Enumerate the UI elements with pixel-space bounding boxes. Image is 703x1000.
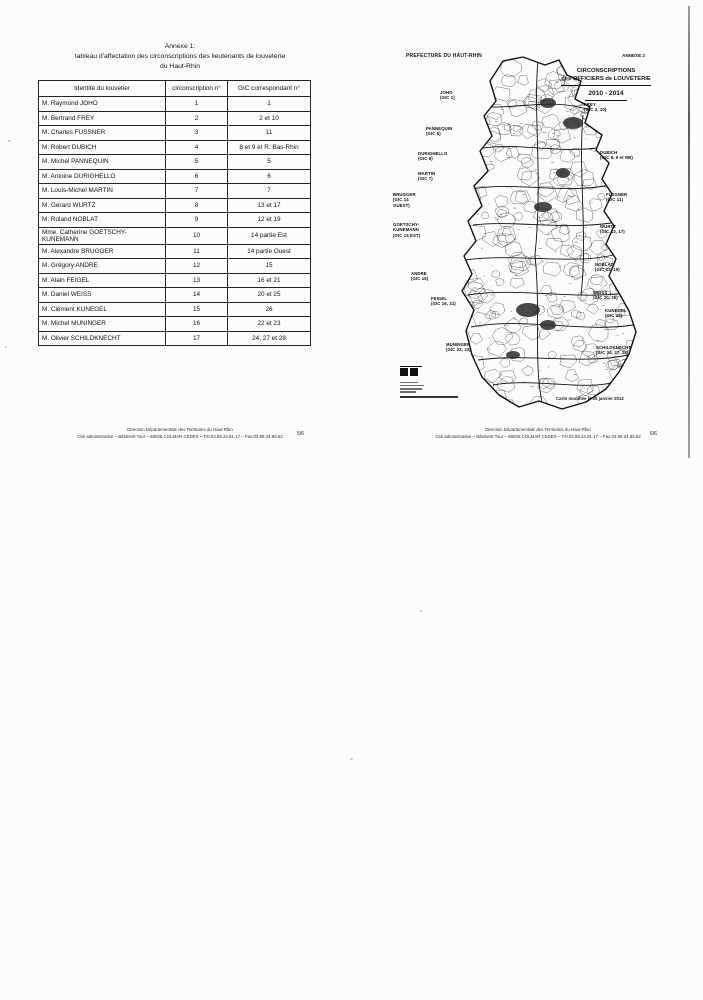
- cell-gic: 24, 27 et 28: [228, 331, 311, 346]
- table-header-row: [39, 81, 311, 97]
- table-row: [39, 198, 311, 213]
- prefecture-heading: PREFECTURE DU HAUT-RHIN: [406, 53, 482, 59]
- cell-circonscription: 7: [166, 184, 228, 199]
- map-label-muninger: MUNINGER (GIC 22, 23): [446, 342, 471, 353]
- map-label-durighello: DURIGHELLO (GIC 6): [418, 151, 448, 162]
- cell-circonscription: 5: [166, 155, 228, 170]
- map-title-line-2: des OFFICIERS de LOUVETERIE: [561, 76, 651, 86]
- cell-name: M. Olivier SCHILDKNECHT: [39, 331, 166, 346]
- map-label-brugger: BRUGGER (GIC 14 OUEST): [393, 192, 416, 208]
- cell-gic: 14 partie Est: [228, 227, 311, 244]
- table-row: [39, 244, 311, 259]
- source-line: [400, 396, 458, 398]
- cell-name: M. Alexandre BRUGGER: [39, 244, 166, 259]
- table-row: [39, 317, 311, 332]
- footer-line-2: Cité administrative – Bâtiment Tour – 68026 COLMAR CEDEX – Tél.03.89.24.81.17 – Fax.03.89.24.85.62: [435, 433, 641, 439]
- table-row: [39, 97, 311, 112]
- table-row: [39, 169, 311, 184]
- document-title: [20, 42, 340, 72]
- map-label-kunegel: KUNEGEL (GIC 26): [605, 308, 627, 319]
- cell-circonscription: 12: [166, 259, 228, 274]
- cell-name: M. Bertrand FREY: [39, 111, 166, 126]
- table-row: [39, 227, 311, 244]
- cell-gic: 14 partie Ouest: [228, 244, 311, 259]
- table-row: [39, 184, 311, 199]
- louvetiers-table: [38, 80, 311, 346]
- table-row: [39, 213, 311, 228]
- map-label-noblat: NOBLAT (GIC 12, 19): [595, 262, 620, 273]
- title-line-2: tableau d'affectation des circonscriptions des lieutenants de louveterie: [74, 52, 286, 60]
- table-row: [39, 140, 311, 155]
- table-row: [39, 111, 311, 126]
- table-row: [39, 302, 311, 317]
- map-label-andre: ANDRE (GIC 15): [411, 271, 429, 282]
- cell-gic: 2 et 10: [228, 111, 311, 126]
- scan-edge-line: [688, 6, 690, 458]
- cell-circonscription: 1: [166, 97, 228, 112]
- page-annexe-2: [388, 0, 688, 460]
- scan-speck: [420, 610, 422, 612]
- annexe-2-heading: ANNEXE 2: [622, 53, 645, 58]
- footer-line-1: Direction Départementale des Territoires du Haut-Rhin: [127, 427, 233, 432]
- cell-name: M. Michel MUNINGER: [39, 317, 166, 332]
- map-label-schildknecht: SCHILDKNECHT (GIC 24, 27, 28): [596, 345, 632, 356]
- page-number: 5/6: [297, 431, 304, 437]
- map-label-pannequin: PANNEQUIN (GIC 5): [426, 126, 453, 137]
- cell-name: M. Alain FEIGEL: [39, 273, 166, 288]
- map-label-feigel: FEIGEL (GIC 16, 21): [431, 296, 456, 307]
- table-row: [39, 126, 311, 141]
- cell-name: M. Antoine DURIGHELLO: [39, 169, 166, 184]
- cell-name: M. Gérard WURTZ: [39, 198, 166, 213]
- cell-gic: 6: [228, 169, 311, 184]
- map-modified-note: Carte modifiée le 26 janvier 2012: [556, 396, 624, 401]
- map-label-goetschy-kunemann: GOETSCHY-KUNEMANN (GIC 14 EST): [393, 222, 421, 238]
- logo-icon: [400, 366, 422, 380]
- map-label-dubich: DUBICH (GIC 8, 9 et RB): [600, 150, 633, 161]
- cell-name: M. Charles FUSSNER: [39, 126, 166, 141]
- cell-name: M. Raymond JOHO: [39, 97, 166, 112]
- haut-rhin-map: [423, 55, 648, 415]
- cell-circonscription: 13: [166, 273, 228, 288]
- cell-circonscription: 15: [166, 302, 228, 317]
- cell-name: M. Roland NOBLAT: [39, 213, 166, 228]
- cell-name: M. Michel PANNEQUIN: [39, 155, 166, 170]
- map-label-martin: MARTIN (GIC 7): [418, 171, 436, 182]
- map-dark-patches: [506, 98, 583, 359]
- cell-gic: 15: [228, 259, 311, 274]
- table-row: [39, 288, 311, 303]
- cell-name: Mme. Catherine GOETSCHY-KUNEMANN: [39, 227, 166, 244]
- page-annexe-1: [20, 0, 340, 460]
- map-label-frey: FREY (GIC 2, 10): [584, 102, 607, 113]
- table-row: [39, 331, 311, 346]
- cell-gic: 7: [228, 184, 311, 199]
- scan-speck: [350, 758, 353, 760]
- cell-name: M. Daniel WEISS: [39, 288, 166, 303]
- cell-gic: 22 et 23: [228, 317, 311, 332]
- cell-circonscription: 4: [166, 140, 228, 155]
- page-footer: [20, 427, 340, 440]
- communes-mesh: [440, 59, 642, 414]
- cell-circonscription: 6: [166, 169, 228, 184]
- map-label-wurtz: WURTZ (GIC 13, 17): [600, 224, 625, 235]
- scan-speck: [5, 346, 7, 348]
- ign-logo-block: [400, 366, 460, 398]
- cell-gic: 8 et 9 et R. Bas-Rhin: [228, 140, 311, 155]
- cell-circonscription: 2: [166, 111, 228, 126]
- cell-gic: 5: [228, 155, 311, 170]
- cell-gic: 20 et 25: [228, 288, 311, 303]
- title-line-3: du Haut-Rhin: [159, 62, 201, 70]
- cell-circonscription: 11: [166, 244, 228, 259]
- cell-circonscription: 16: [166, 317, 228, 332]
- cell-circonscription: 9: [166, 213, 228, 228]
- footer-line-2: Cité administrative – Bâtiment Tour – 68026 COLMAR CEDEX – Tél.03.89.24.81.17 – Fax.03.89.24.85.62: [77, 433, 283, 439]
- map-label-fussner: FUSSNER (GIC 11): [606, 192, 628, 203]
- cell-gic: 11: [228, 126, 311, 141]
- cell-name: M. Clément KUNEGEL: [39, 302, 166, 317]
- footer-line-1: Direction Départementale des Territoires du Haut-Rhin: [485, 427, 591, 432]
- header-gic: GIC correspondant n°: [228, 81, 311, 97]
- logo-caption-lines: [400, 382, 460, 393]
- cell-circonscription: 3: [166, 126, 228, 141]
- cell-circonscription: 17: [166, 331, 228, 346]
- header-identite: Identité du louvetier: [39, 81, 166, 97]
- page-footer: [388, 427, 688, 440]
- cell-gic: 1: [228, 97, 311, 112]
- title-line-1: Annexe 1:: [164, 43, 196, 50]
- cell-circonscription: 8: [166, 198, 228, 213]
- header-circonscription: circonscription n°: [166, 81, 228, 97]
- map-title-line-1: CIRCONSCRIPTIONS: [576, 68, 636, 74]
- cell-circonscription: 10: [166, 227, 228, 244]
- map-label-joho: JOHO (GIC 1): [440, 90, 455, 101]
- table-row: [39, 155, 311, 170]
- cell-gic: 26: [228, 302, 311, 317]
- table-row: [39, 259, 311, 274]
- cell-name: M. Louis-Michel MARTIN: [39, 184, 166, 199]
- cell-name: M. Robert DUBICH: [39, 140, 166, 155]
- map-label-weiss: WEISS (GIC 20, 25): [593, 290, 618, 301]
- scan-speck: [8, 140, 11, 142]
- cell-circonscription: 14: [166, 288, 228, 303]
- cell-gic: 12 et 19: [228, 213, 311, 228]
- page-number: 6/6: [650, 431, 657, 437]
- table-row: [39, 273, 311, 288]
- map-title-years: 2010 - 2014: [585, 90, 626, 101]
- cell-gic: 16 et 21: [228, 273, 311, 288]
- cell-name: M. Grégory ANDRE: [39, 259, 166, 274]
- cell-gic: 13 et 17: [228, 198, 311, 213]
